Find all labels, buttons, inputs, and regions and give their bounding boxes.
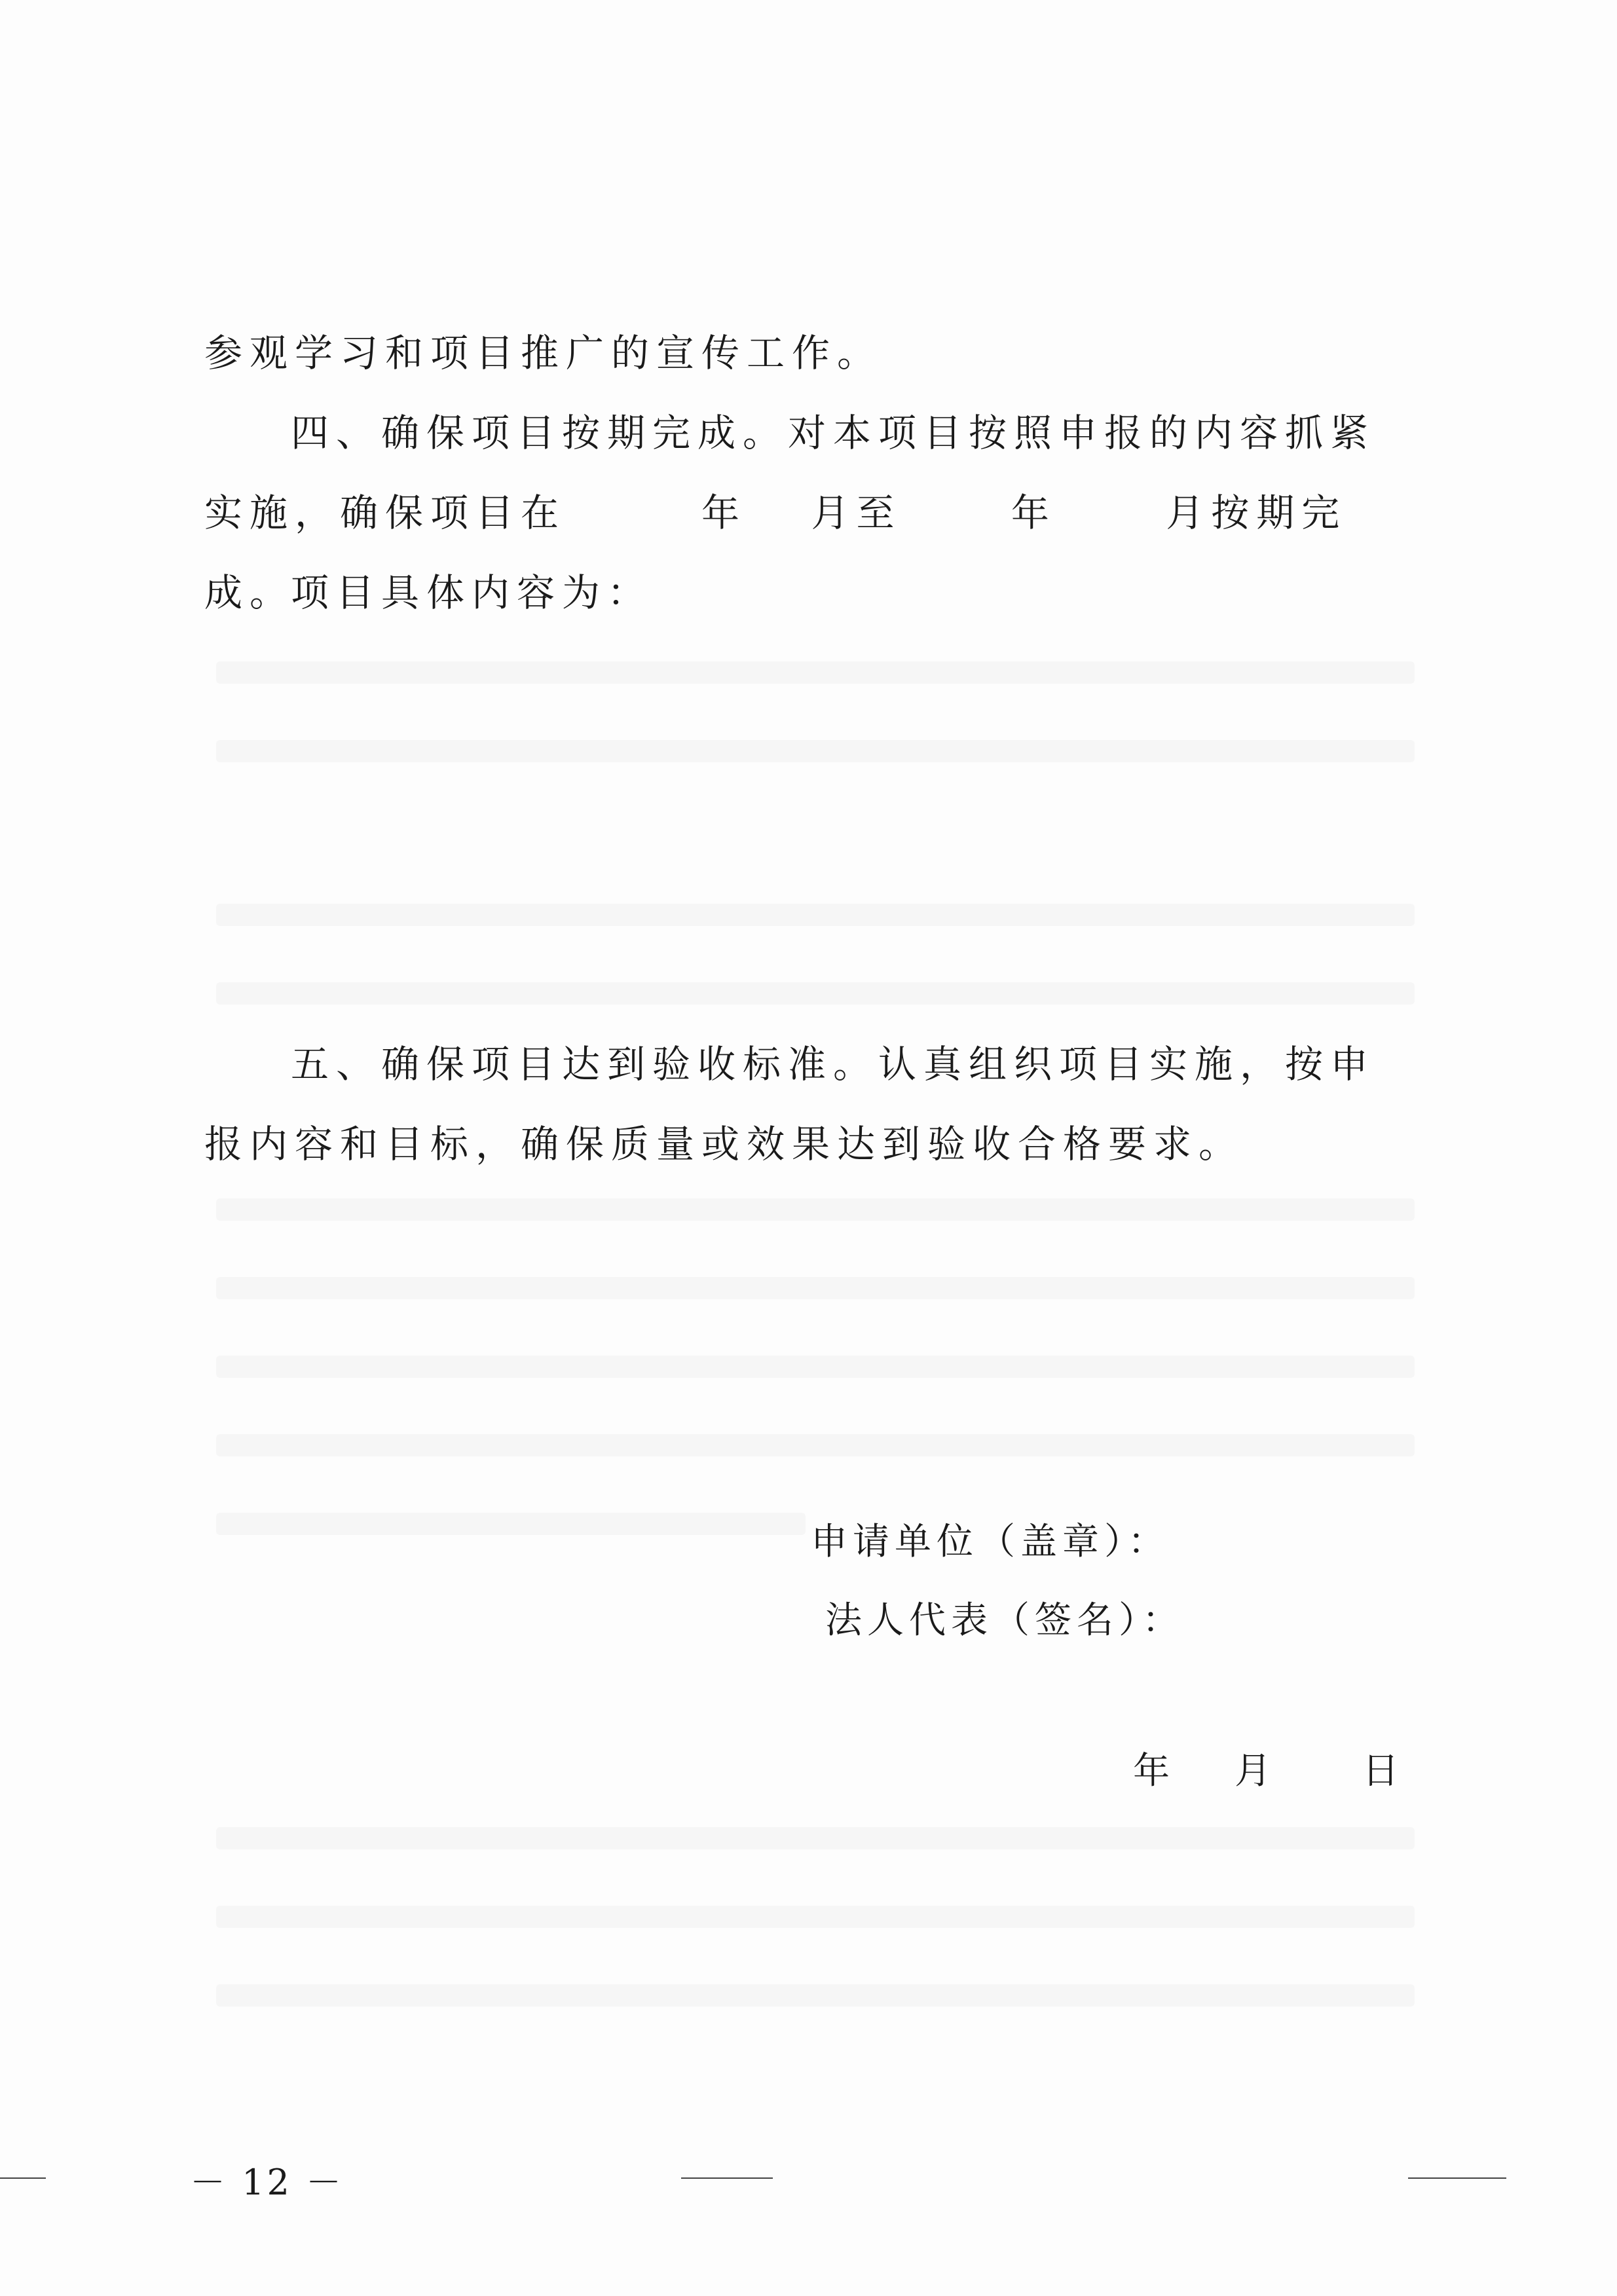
bleed-through-line [216, 982, 1415, 1005]
bleed-through-line [216, 740, 1415, 762]
applicant-seal-label: 申请单位（盖章）： [811, 1521, 1170, 1563]
bleed-through-line [216, 1198, 1415, 1221]
footer-rule [1408, 2177, 1506, 2179]
bleed-through-line [216, 1827, 1415, 1849]
paragraph-acceptance-standard: 五、确保项目达到验收标准。认真组织项目实施，按申报内容和目标，确保质量或效果达到验收合格要求。 [204, 1042, 1376, 1166]
paragraph-content-label: 项目具体内容为： [291, 570, 653, 615]
footer-rule [0, 2177, 46, 2179]
bleed-through-line [216, 1513, 806, 1535]
paragraph-continuation: 参观学习和项目推广的宣传工作。 [204, 331, 883, 375]
bleed-through-line [216, 1984, 1415, 2007]
date-year: 年 [1133, 1750, 1170, 1792]
date-month: 月 [1235, 1750, 1271, 1792]
bleed-through-line [216, 1356, 1415, 1378]
bleed-through-line [216, 1906, 1415, 1928]
paragraph-completion-deadline: 四、确保项目按期完成。对本项目按照申报的内容抓紧实施，确保项目在 年 月至 年 月按期完成。 [204, 411, 1376, 615]
bleed-through-line [216, 1277, 1415, 1299]
date-day: 日 [1362, 1750, 1399, 1792]
page-number: － 12 － [190, 2162, 344, 2203]
bleed-through-line [216, 1434, 1415, 1456]
bleed-through-line [216, 661, 1415, 684]
bleed-through-line [216, 904, 1415, 926]
legal-representative-label: 法人代表（签名）： [825, 1599, 1184, 1642]
footer-rule [681, 2177, 773, 2179]
